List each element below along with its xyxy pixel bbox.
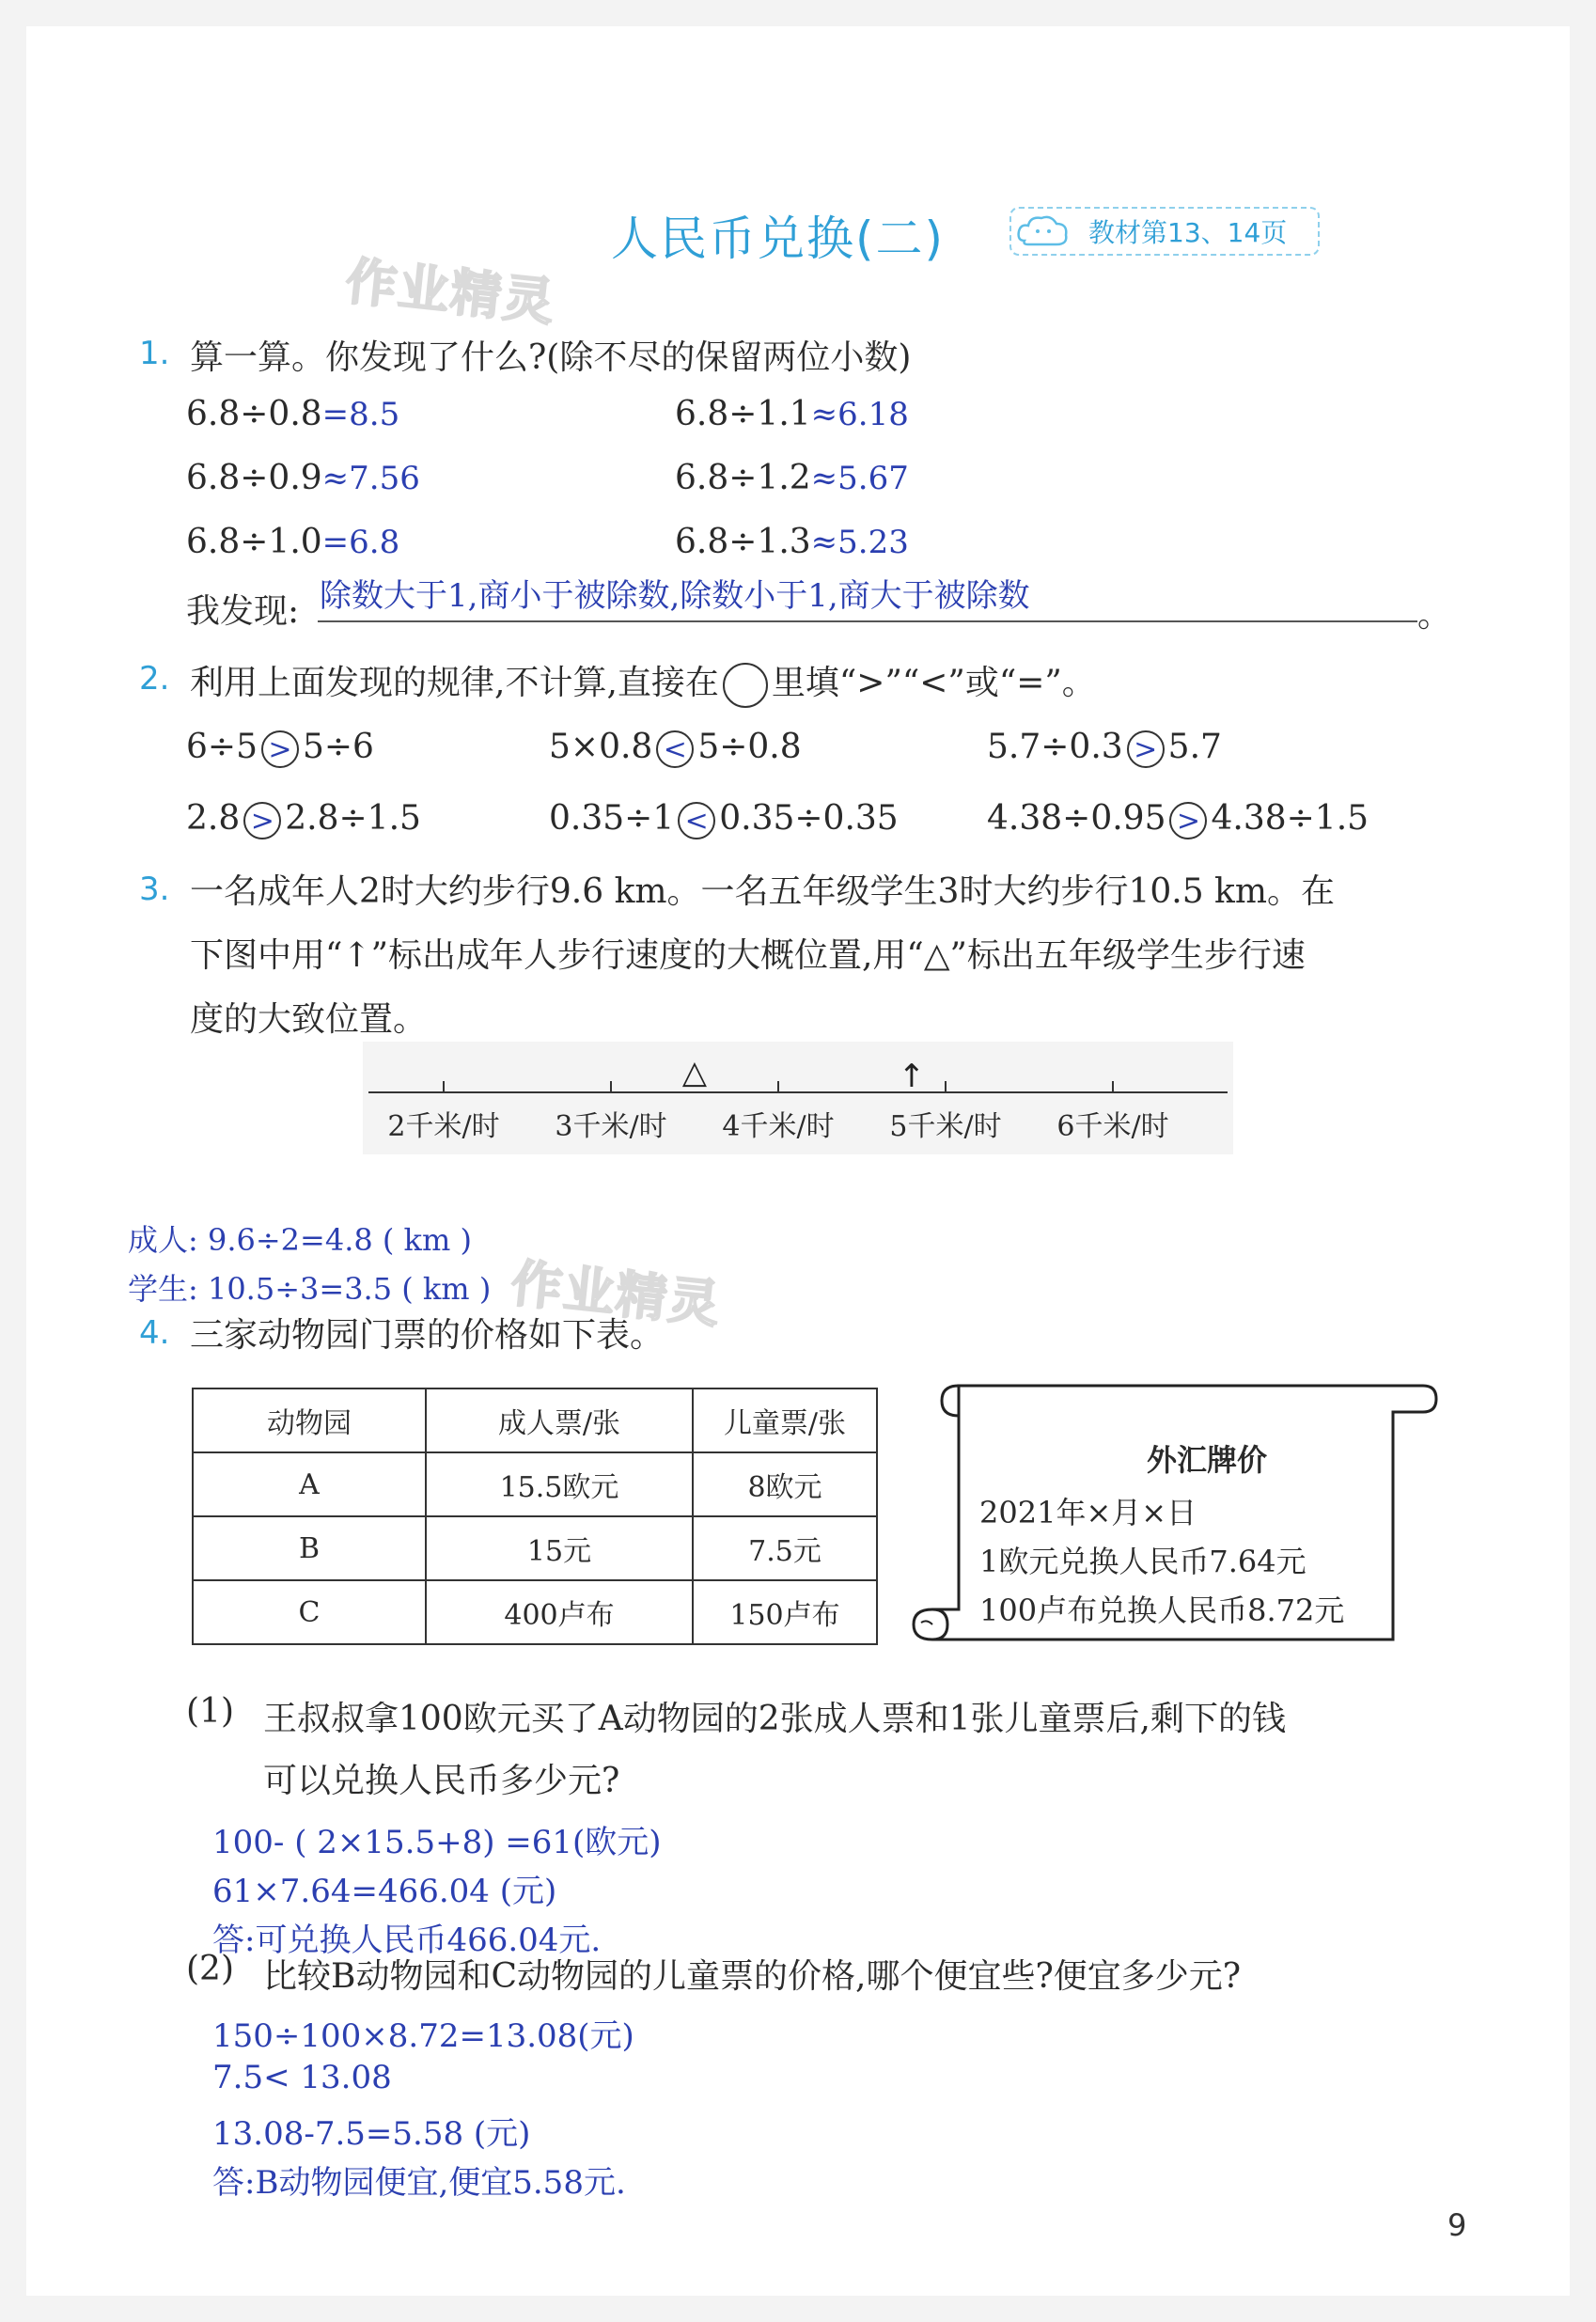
page-number: 9	[1447, 2207, 1467, 2243]
q4-sub2-answer: 13.08-7.5=5.58 (元)	[212, 2115, 531, 2153]
table-cell: 400卢布	[426, 1580, 693, 1644]
scale-label: 4千米/时	[722, 1110, 835, 1143]
q2-number: 2.	[139, 660, 170, 698]
table-header: 动物园	[193, 1388, 426, 1452]
q4-sub2-answer: 答:B动物园便宜,便宜5.58元.	[212, 2164, 626, 2202]
table-row	[193, 1452, 877, 1516]
speed-number-line	[363, 1042, 1233, 1154]
table-cell: 150卢布	[693, 1580, 877, 1644]
table-cell: B	[193, 1516, 426, 1580]
q4-sub2-line1: 比较B动物园和C动物园的儿童票的价格,哪个便宜些?便宜多少元?	[263, 1957, 1242, 1996]
answer-line	[318, 620, 1417, 622]
table-header: 成人票/张	[426, 1388, 693, 1452]
q4-sub1-answer: 61×7.64=466.04 (元)	[212, 1873, 557, 1910]
table-cell: A	[193, 1452, 426, 1516]
q1-row3-right: 6.8÷1.3≈5.23	[675, 523, 909, 561]
q2-item6: 4.38÷0.95 > 4.38÷1.5	[987, 799, 1369, 838]
q2-item5: 0.35÷1 < 0.35÷0.35	[549, 799, 899, 838]
ticket-price-table	[192, 1388, 878, 1645]
q1-prompt: 算一算。你发现了什么?(除不尽的保留两位小数)	[190, 338, 912, 377]
compare-circle: >	[243, 802, 281, 839]
table-cell: C	[193, 1580, 426, 1644]
q3-line2: 下图中用“↑”标出成年人步行速度的大概位置,用“△”标出五年级学生步行速	[190, 936, 1306, 975]
page-title: 人民币兑换(二)	[611, 212, 946, 266]
q1-found-label: 我发现:	[186, 592, 300, 631]
answer: ≈5.67	[810, 460, 909, 497]
q4-sub1-answer: 答:可兑换人民币466.04元.	[212, 1922, 602, 1959]
adult-arrow-marker: ↑	[898, 1058, 926, 1095]
table-cell: 15元	[426, 1516, 693, 1580]
q2-item3: 5.7÷0.3 > 5.7	[987, 728, 1222, 766]
watermark: 作业精灵	[508, 1253, 725, 1335]
q3-line1: 一名成年人2时大约步行9.6 km。一名五年级学生3时大约步行10.5 km。在	[190, 872, 1336, 911]
q3-answer-adult: 成人: 9.6÷2=4.8 ( km )	[128, 1222, 472, 1258]
q4-sub1-answer: 100- ( 2×15.5+8) =61(欧元)	[212, 1824, 662, 1861]
board-title: 外汇牌价	[1147, 1442, 1268, 1478]
scale-label: 3千米/时	[555, 1110, 667, 1143]
table-cell: 15.5欧元	[426, 1452, 693, 1516]
board-rate-ruble: 100卢布兑换人民币8.72元	[979, 1592, 1345, 1628]
table-row	[193, 1580, 877, 1644]
q1-row1-right: 6.8÷1.1≈6.18	[675, 395, 909, 433]
q4-sub2-answer: 7.5< 13.08	[212, 2059, 392, 2096]
scale-label: 6千米/时	[1056, 1110, 1169, 1143]
q1-row2-left: 6.8÷0.9≈7.56	[186, 459, 420, 497]
q1-row3-left: 6.8÷1.0=6.8	[186, 523, 400, 561]
table-cell: 8欧元	[693, 1452, 877, 1516]
scale-label: 5千米/时	[889, 1110, 1002, 1143]
watermark: 作业精灵	[342, 251, 559, 333]
answer: ≈6.18	[810, 396, 909, 433]
answer: ≈5.23	[810, 524, 909, 561]
answer: =6.8	[321, 524, 400, 561]
q3-line3: 度的大致位置。	[190, 1000, 428, 1039]
compare-circle: >	[1127, 730, 1165, 768]
q2-item2: 5×0.8 < 5÷0.8	[549, 728, 802, 766]
q1-number: 1.	[139, 335, 170, 372]
q2-prompt: 利用上面发现的规律,不计算,直接在 里填“>”“<”或“=”。	[190, 656, 1096, 708]
compare-circle: <	[678, 802, 715, 839]
q1-found-end: 。	[1417, 596, 1452, 635]
q4-prompt: 三家动物园门票的价格如下表。	[190, 1316, 665, 1355]
answer: =8.5	[321, 396, 400, 433]
q4-sub2-answer: 150÷100×8.72=13.08(元)	[212, 2017, 634, 2055]
compare-circle: >	[261, 730, 299, 768]
q4-sub1-line1: 王叔叔拿100欧元买了A动物园的2张成人票和1张儿童票后,剩下的钱	[263, 1700, 1286, 1738]
answer: ≈7.56	[321, 460, 420, 497]
q2-item1: 6÷5 > 5÷6	[186, 728, 374, 766]
compare-circle: >	[1169, 802, 1207, 839]
table-header-row	[193, 1388, 877, 1452]
q3-number: 3.	[139, 871, 170, 908]
board-rate-euro: 1欧元兑换人民币7.64元	[979, 1544, 1307, 1579]
board-date: 2021年×月×日	[979, 1495, 1197, 1530]
compare-circle: <	[656, 730, 694, 768]
blank-circle-icon	[723, 663, 768, 708]
textbook-page-tag: 教材第13、14页	[1009, 207, 1320, 256]
q3-answer-student: 学生: 10.5÷3=3.5 ( km )	[128, 1271, 492, 1307]
q4-number: 4.	[139, 1314, 170, 1352]
student-triangle-marker: △	[681, 1054, 708, 1091]
q1-row2-right: 6.8÷1.2≈5.67	[675, 459, 909, 497]
table-row	[193, 1516, 877, 1580]
q4-sub1-label: (1)	[186, 1692, 234, 1731]
q4-sub1-line2: 可以兑换人民币多少元?	[263, 1762, 620, 1800]
q4-sub2-label: (2)	[186, 1950, 234, 1988]
q1-found-answer: 除数大于1,商小于被除数,除数小于1,商大于被除数	[320, 577, 1030, 615]
q1-row1-left: 6.8÷0.8=8.5	[186, 395, 400, 433]
q2-item4: 2.8 > 2.8÷1.5	[186, 799, 421, 838]
table-cell: 7.5元	[693, 1516, 877, 1580]
table-header: 儿童票/张	[693, 1388, 877, 1452]
scale-label: 2千米/时	[387, 1110, 500, 1143]
